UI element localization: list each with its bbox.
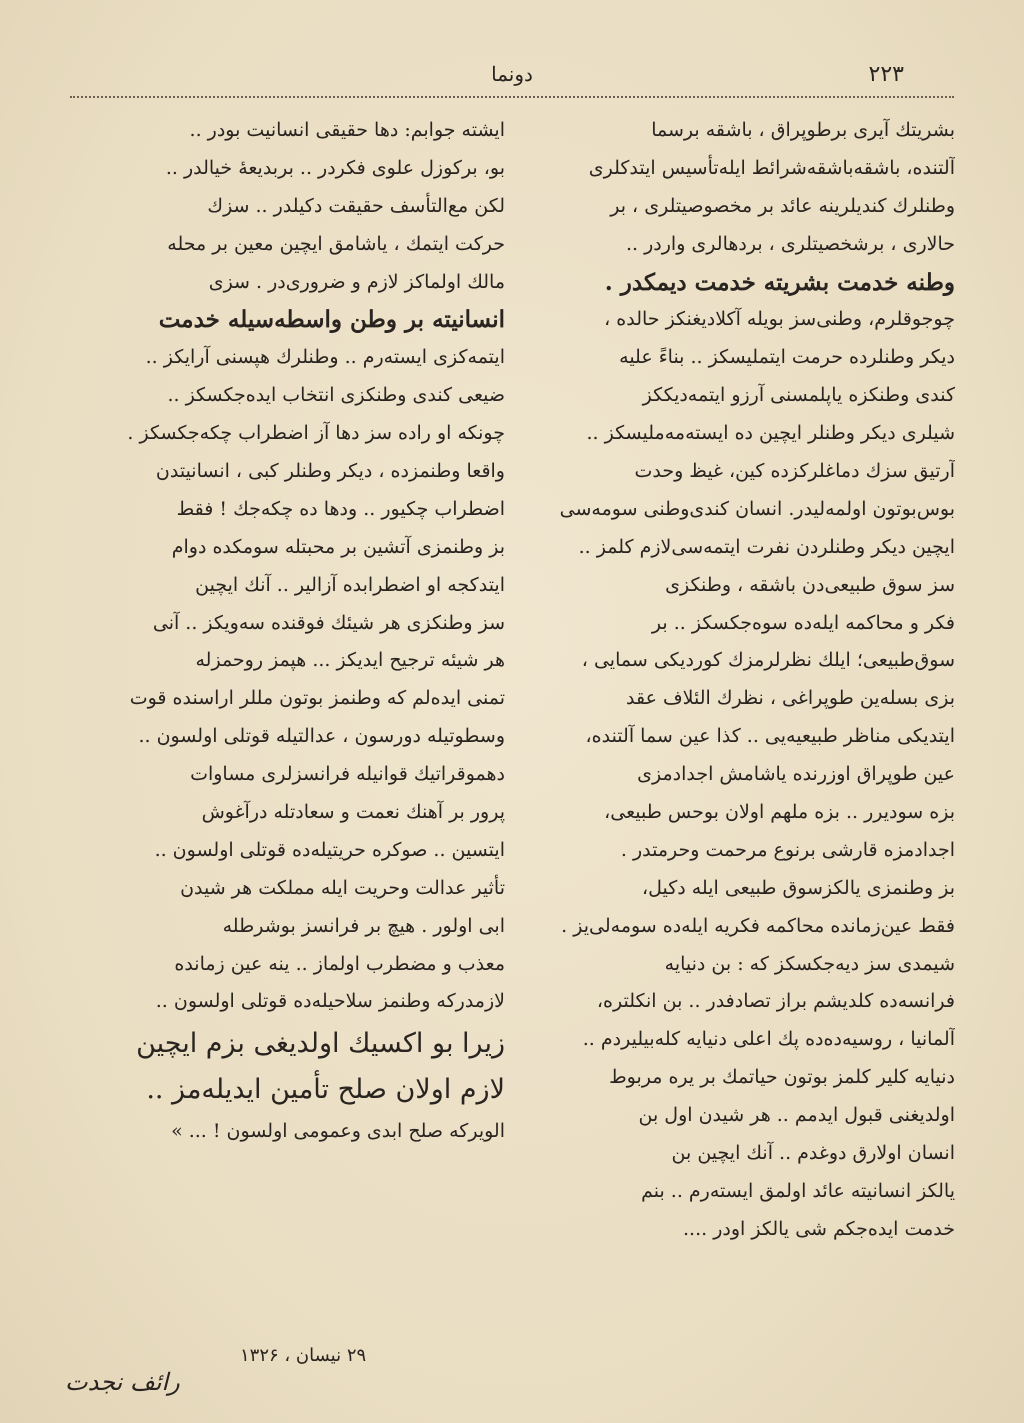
text-line: ایتدکجه او اضطرابده آزالیر .. آنك ایچین [195,573,505,596]
article-date: ۲۹ نیسان ، ۱۳۲۶ [240,1345,367,1366]
text-line: کندی وطنکزه یاپلمسنی آرزو ایتمه‌دیککز [642,384,955,407]
text-line: فکر و محاکمه ایله‌ده سوه‌جکسکز .. بر [651,611,955,634]
running-title: دونما [491,62,533,86]
text-line: بشریتك آیری برطوپراق ، باشقه برسما [651,119,955,141]
text-line: واقعا وطنمزده ، دیکر وطنلر کبی ، انسانیتدن [155,460,505,483]
text-line: الویرکه صلح ابدی وعمومی اولسون ! ... » [171,1120,505,1143]
text-line: ابی اولور . هیچ بر فرانسز بوشرطله [222,914,505,937]
text-line: لکن مع‌التأسف حقیقت دکیلدر .. سزك [207,194,505,217]
text-line: سوق‌طبیعی؛ ایلك نظرلرمزك کوردیکی سمایی ، [581,649,955,672]
text-line: دیکر وطنلرده حرمت ایتملیسکز .. بناءً علیه [619,346,955,369]
text-line: ایشته جوابم: دها حقیقی انسانیت بودر .. [189,119,505,141]
text-line: چوجوقلرم، وطنی‌سز بویله آکلادیغنکز حالده ، [604,308,955,331]
page-number: ۲۲۳ [868,62,904,87]
text-line: خدمت ایده‌جکم شی یالکز اودر .... [683,1217,955,1240]
text-line: آلمانیا ، روسیه‌ده‌ده پك اعلی دنیایه‌ کله‌بیلیردم .. [582,1028,955,1051]
text-line: سز سوق طبیعی‌دن باشقه ، وطنکزی [665,573,955,596]
text-line: انسان اولارق دوغدم .. آنك ایچین بن [671,1142,955,1165]
text-line: بوس‌بوتون اولمه‌لیدر. انسان کندی‌وطنی سومه‌سی [559,497,955,520]
text-line: مالك اولماکز لازم و ضروری‌در . سزی [208,270,505,293]
text-line: ایچین دیکر وطنلردن نفرت ایتمه‌سی‌لازم کلمز .. [578,535,955,558]
text-line: اولدیغنی قبول ایدمم .. هر شیدن اول بن [638,1104,955,1127]
text-line: بزه سودیرر .. بزه ملهم اولان بوحس طبیعی، [604,801,955,824]
text-line: دهموقراتیك قوانیله فرانسزلری مساوات [190,763,505,786]
text-line-large: زیرا بو اکسیك اولدیغی بزم ایچین [136,1028,505,1060]
text-line-large: لازم اولان صلح تأمین ایدیله‌مز .. [146,1074,505,1106]
right-text-column [515,112,955,1249]
text-line: دنیایه کلیر کلمز بوتون حیاتمك بر یره مربوط [609,1066,955,1089]
header-divider [70,96,954,98]
text-line: ضیعی کندی وطنکزی انتخاب ایده‌جکسکز .. [167,384,505,407]
text-line: تمنی ایده‌لم که وطنمز بوتون مللر اراسنده قوت [129,687,505,710]
text-line: فقط عین‌زمانده محاکمه‌ فکریه‌ ایله‌ده سومه‌لی‌یز . [561,914,955,937]
left-text-column [65,112,505,1151]
text-line: ایتسین .. صوکره حریتیله‌ده قوتلی اولسون .. [154,838,505,861]
text-line: معذب و مضطرب اولماز .. ینه عین زمانده [174,952,505,975]
text-line: آلتنده، باشقه‌باشقه‌شرائط ایله‌تأسیس ایتدکلری [588,156,955,179]
text-line: حرکت ایتمك ، یاشامق ایچین معین بر محله [167,232,505,255]
text-line: پرور بر آهنك نعمت و سعادتله درآغوش [201,801,505,824]
text-line: هر شیئه ترجیح ایدیکز ... هپمز روحمزله [195,649,505,672]
text-line: آرتیق سزك دماغلرکزده کین، غیظ وحدت [634,460,955,483]
text-line: بو، برکوزل علوی فکردر .. بربدیعهٔ خیالدر .. [165,156,505,179]
text-line: بزی بسله‌ین طوپراغی ، نظرك الئلاف عقد [625,687,955,710]
text-line: بز وطنمزی آتشین بر محبتله سومکده دوام [171,535,505,558]
text-line-emphasis: وطنه خدمت بشریته خدمت دیمکدر . [604,268,955,296]
text-line: بز وطنمزی یالکزسوق طبیعی ایله‌ دکیل، [641,876,955,899]
text-line: اجدادمزه قارشی برنوع مرحمت وحرمتدر . [620,838,955,861]
text-line: ایتمه‌کزی ایسته‌رم .. وطنلرك هپسنی آرایکز .. [145,346,505,369]
text-line: شیلری دیکر وطنلر ایچین ده ایسته‌مه‌ملیسکز .. [586,422,955,445]
text-line: تأثیر عدالت وحریت ایله مملکت هر شیدن [180,876,505,899]
text-line: وسطوتیله دورسون ، عدالتیله قوتلی اولسون .. [138,725,505,748]
text-line: حالاری ، برشخصیتلری ، بردهالری واردر .. [626,232,955,255]
text-line: چونکه‌ او راده‌ سز دها آز اضطراب چکه‌جکسکز . [127,422,505,445]
text-line: ایتدیکی مناظر طبیعیه‌یی .. کذا عین سما آلتنده، [585,725,955,748]
text-line: وطنلرك کندیلرینه عائد بر مخصوصیتلری ، بر [610,194,955,217]
text-line: فرانسه‌ده کلدیشم براز تصادفدر .. بن انکلتره، [596,990,955,1013]
text-line: لازمدرکه وطنمز سلاحیله‌ده قوتلی اولسون .. [155,990,505,1013]
text-line: شیمدی سز دیه‌جکسکز که : بن دنیایه [664,952,955,975]
text-line-emphasis: انسانیته بر وطن واسطه‌سیله خدمت [158,306,505,334]
text-line: سز وطنکزی هر شیئك فوقنده سه‌ویکز .. آنی [152,611,505,634]
page-header [60,60,964,100]
author-signature: رائف نجدت [65,1368,180,1396]
text-line: اضطراب چکیور .. ودها ده چکه‌جك ! فقط [176,497,505,520]
text-line: یالکز انسانیته عائد اولمق ایسته‌رم .. بنم [641,1179,955,1202]
text-line: عین طوپراق اوزرنده یاشامش اجدادمزی [637,763,955,786]
